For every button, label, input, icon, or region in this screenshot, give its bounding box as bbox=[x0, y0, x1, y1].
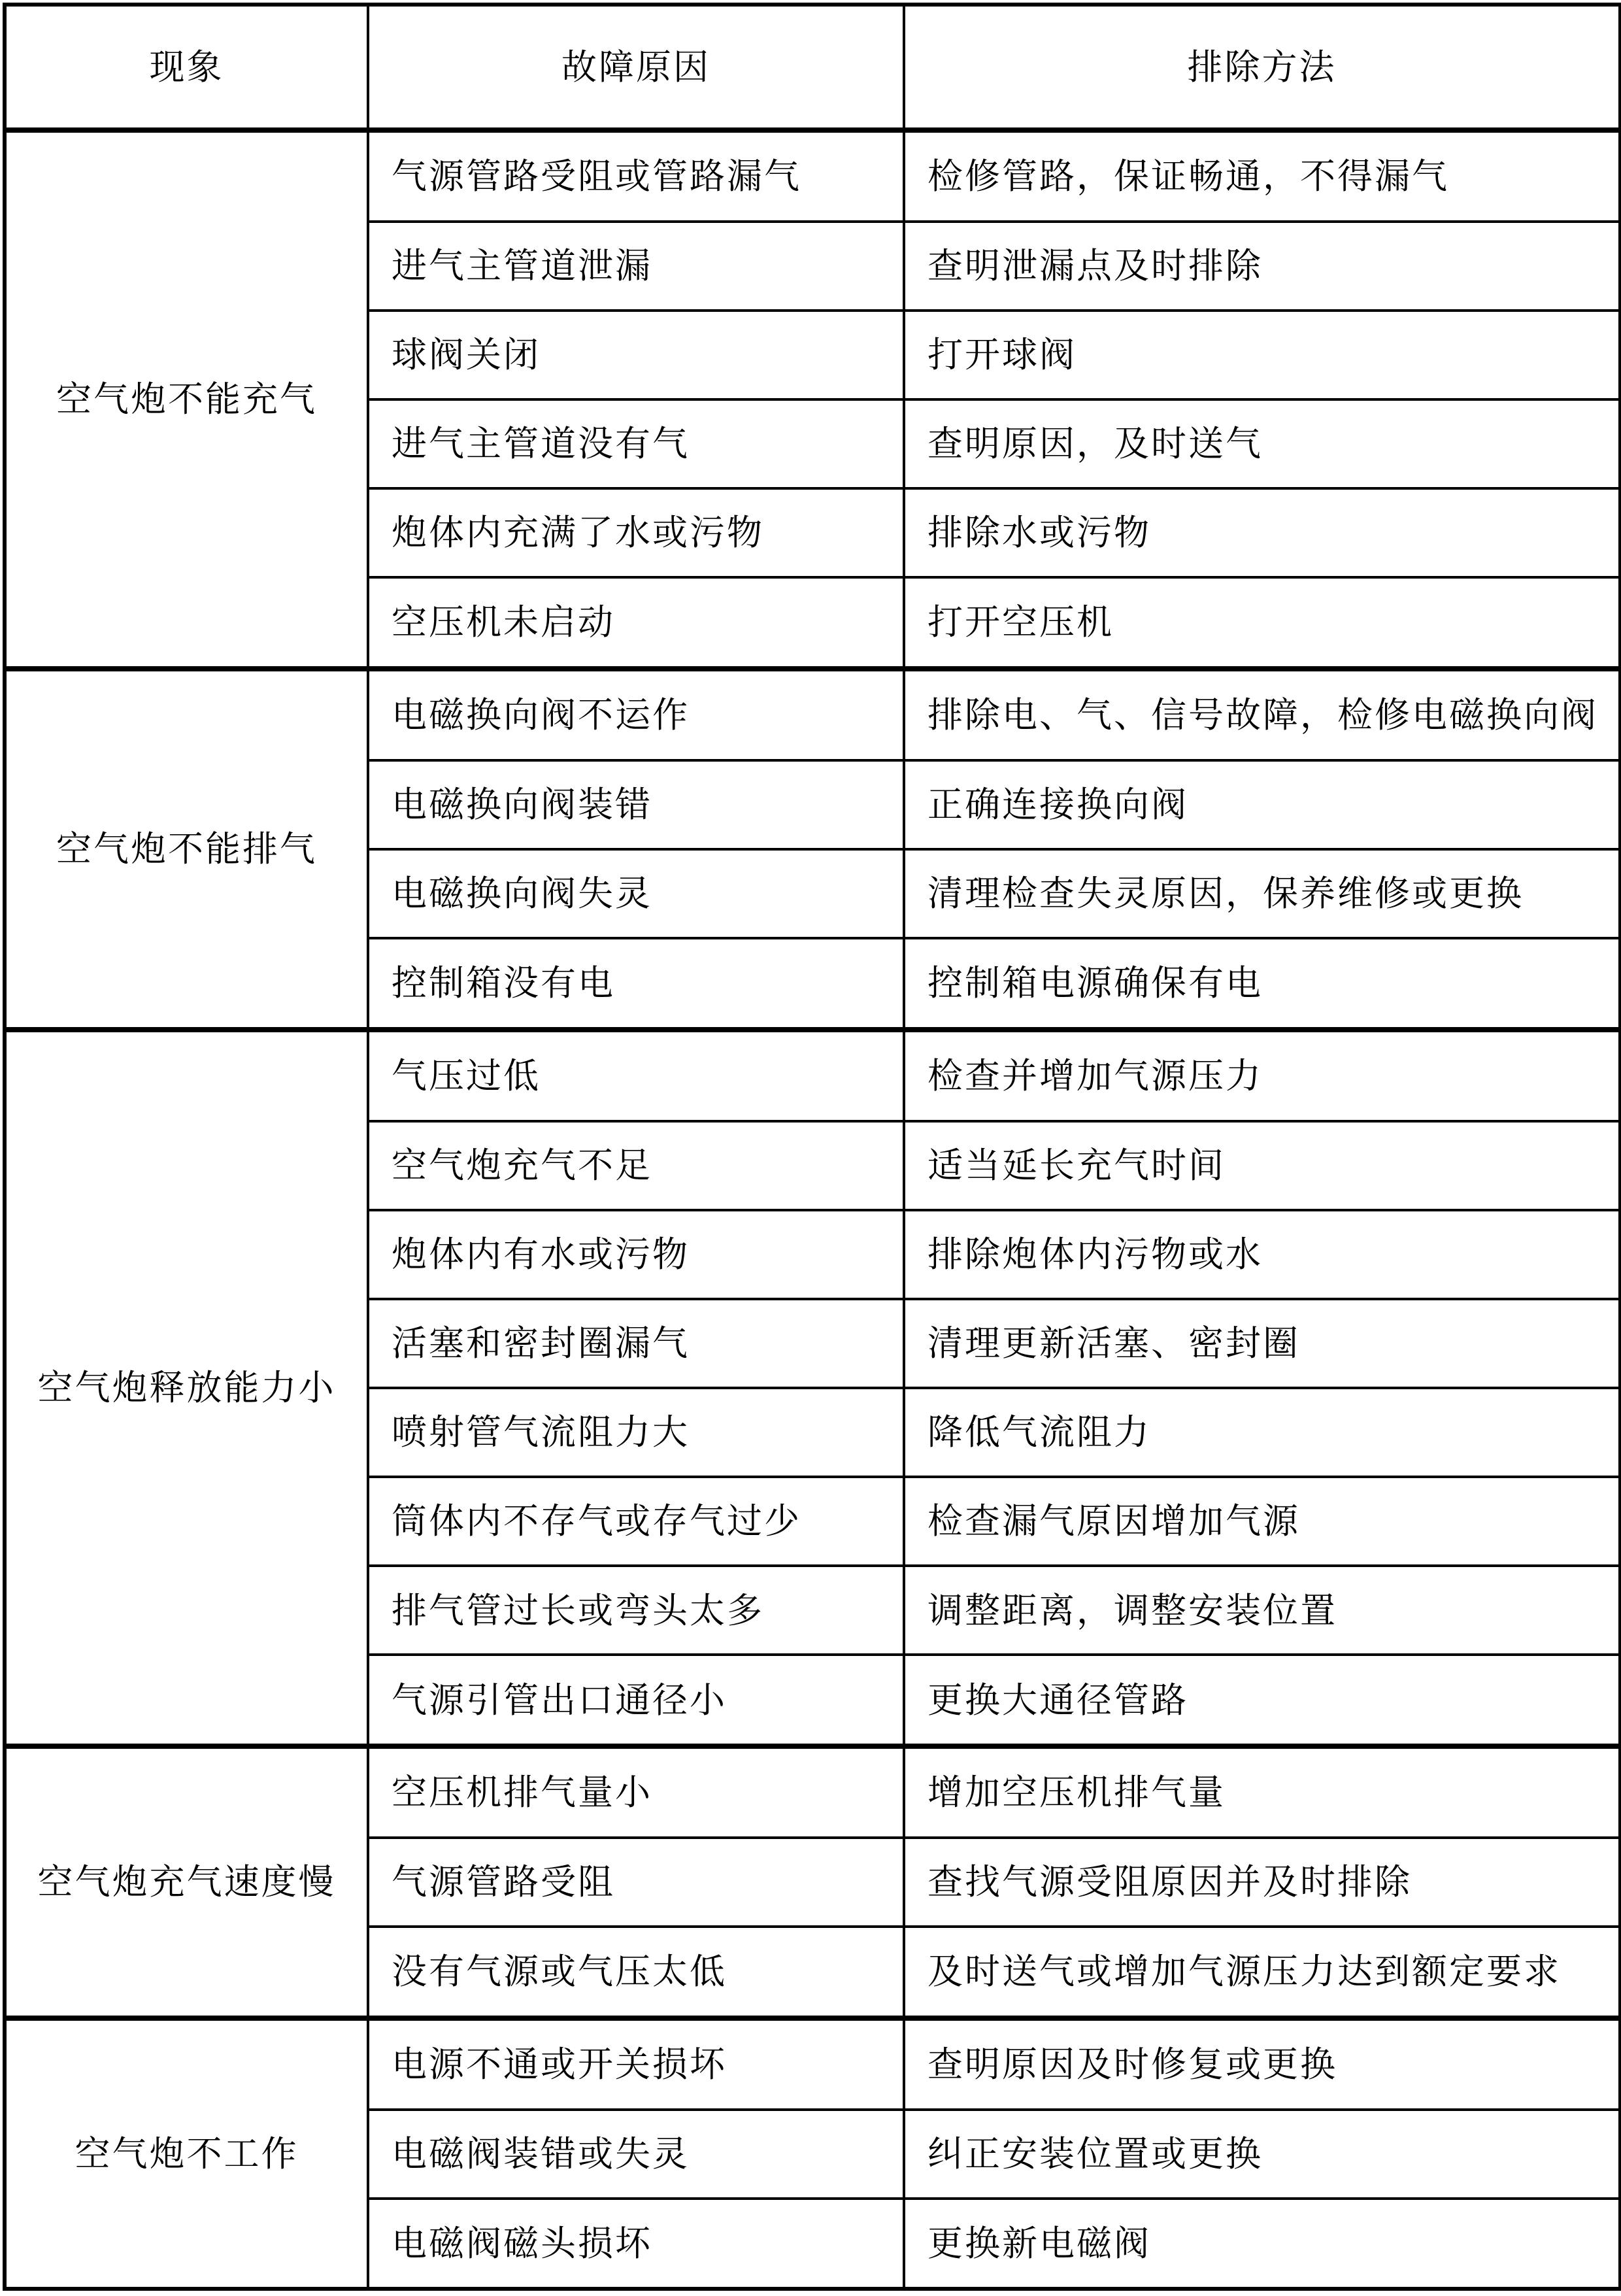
solution-cell: 检查漏气原因增加气源 bbox=[904, 1477, 1620, 1566]
solution-cell: 清理更新活塞、密封圈 bbox=[904, 1299, 1620, 1388]
table-row bbox=[5, 1030, 1620, 1121]
cause-cell: 电磁换向阀装错 bbox=[368, 760, 904, 849]
header-row bbox=[5, 5, 1620, 130]
solution-cell: 排除电、气、信号故障，检修电磁换向阀 bbox=[904, 669, 1620, 760]
cause-cell: 球阀关闭 bbox=[368, 311, 904, 399]
solution-cell: 查明原因，及时送气 bbox=[904, 399, 1620, 488]
header-remedy-method: 排除方法 bbox=[904, 5, 1620, 130]
cause-cell: 空压机未启动 bbox=[368, 577, 904, 669]
cause-cell: 排气管过长或弯头太多 bbox=[368, 1566, 904, 1655]
phenomenon-cell: 空气炮不工作 bbox=[5, 2018, 368, 2289]
cause-cell: 喷射管气流阻力大 bbox=[368, 1388, 904, 1477]
cause-cell: 筒体内不存气或存气过少 bbox=[368, 1477, 904, 1566]
cause-cell: 电磁阀装错或失灵 bbox=[368, 2110, 904, 2199]
solution-cell: 打开空压机 bbox=[904, 577, 1620, 669]
table-row bbox=[5, 669, 1620, 760]
cause-cell: 炮体内充满了水或污物 bbox=[368, 488, 904, 577]
solution-cell: 适当延长充气时间 bbox=[904, 1121, 1620, 1210]
cause-cell: 活塞和密封圈漏气 bbox=[368, 1299, 904, 1388]
phenomenon-cell: 空气炮充气速度慢 bbox=[5, 1746, 368, 2018]
solution-cell: 正确连接换向阀 bbox=[904, 760, 1620, 849]
solution-cell: 增加空压机排气量 bbox=[904, 1746, 1620, 1838]
solution-cell: 检修管路，保证畅通，不得漏气 bbox=[904, 130, 1620, 222]
cause-cell: 没有气源或气压太低 bbox=[368, 1927, 904, 2018]
cause-cell: 电源不通或开关损坏 bbox=[368, 2018, 904, 2110]
header-fault-cause: 故障原因 bbox=[368, 5, 904, 130]
cause-cell: 气源管路受阻或管路漏气 bbox=[368, 130, 904, 222]
header-phenomenon: 现象 bbox=[5, 5, 368, 130]
solution-cell: 排除炮体内污物或水 bbox=[904, 1210, 1620, 1299]
solution-cell: 纠正安装位置或更换 bbox=[904, 2110, 1620, 2199]
cause-cell: 气源引管出口通径小 bbox=[368, 1655, 904, 1746]
cause-cell: 电磁换向阀失灵 bbox=[368, 849, 904, 938]
cause-cell: 控制箱没有电 bbox=[368, 938, 904, 1030]
solution-cell: 及时送气或增加气源压力达到额定要求 bbox=[904, 1927, 1620, 2018]
cause-cell: 气压过低 bbox=[368, 1030, 904, 1121]
solution-cell: 排除水或污物 bbox=[904, 488, 1620, 577]
phenomenon-cell: 空气炮释放能力小 bbox=[5, 1030, 368, 1746]
solution-cell: 检查并增加气源压力 bbox=[904, 1030, 1620, 1121]
solution-cell: 清理检查失灵原因，保养维修或更换 bbox=[904, 849, 1620, 938]
cause-cell: 炮体内有水或污物 bbox=[368, 1210, 904, 1299]
troubleshooting-table bbox=[3, 3, 1621, 2291]
solution-cell: 更换大通径管路 bbox=[904, 1655, 1620, 1746]
solution-cell: 查明原因及时修复或更换 bbox=[904, 2018, 1620, 2110]
solution-cell: 降低气流阻力 bbox=[904, 1388, 1620, 1477]
table-row bbox=[5, 2018, 1620, 2110]
solution-cell: 更换新电磁阀 bbox=[904, 2199, 1620, 2289]
solution-cell: 查明泄漏点及时排除 bbox=[904, 222, 1620, 311]
table-row bbox=[5, 130, 1620, 222]
cause-cell: 电磁阀磁头损坏 bbox=[368, 2199, 904, 2289]
table-body bbox=[5, 130, 1620, 2289]
solution-cell: 打开球阀 bbox=[904, 311, 1620, 399]
cause-cell: 空气炮充气不足 bbox=[368, 1121, 904, 1210]
phenomenon-cell: 空气炮不能充气 bbox=[5, 130, 368, 669]
table-row bbox=[5, 1746, 1620, 1838]
phenomenon-cell: 空气炮不能排气 bbox=[5, 669, 368, 1030]
cause-cell: 进气主管道没有气 bbox=[368, 399, 904, 488]
cause-cell: 空压机排气量小 bbox=[368, 1746, 904, 1838]
cause-cell: 电磁换向阀不运作 bbox=[368, 669, 904, 760]
solution-cell: 控制箱电源确保有电 bbox=[904, 938, 1620, 1030]
cause-cell: 气源管路受阻 bbox=[368, 1838, 904, 1927]
cause-cell: 进气主管道泄漏 bbox=[368, 222, 904, 311]
solution-cell: 调整距离，调整安装位置 bbox=[904, 1566, 1620, 1655]
solution-cell: 查找气源受阻原因并及时排除 bbox=[904, 1838, 1620, 1927]
